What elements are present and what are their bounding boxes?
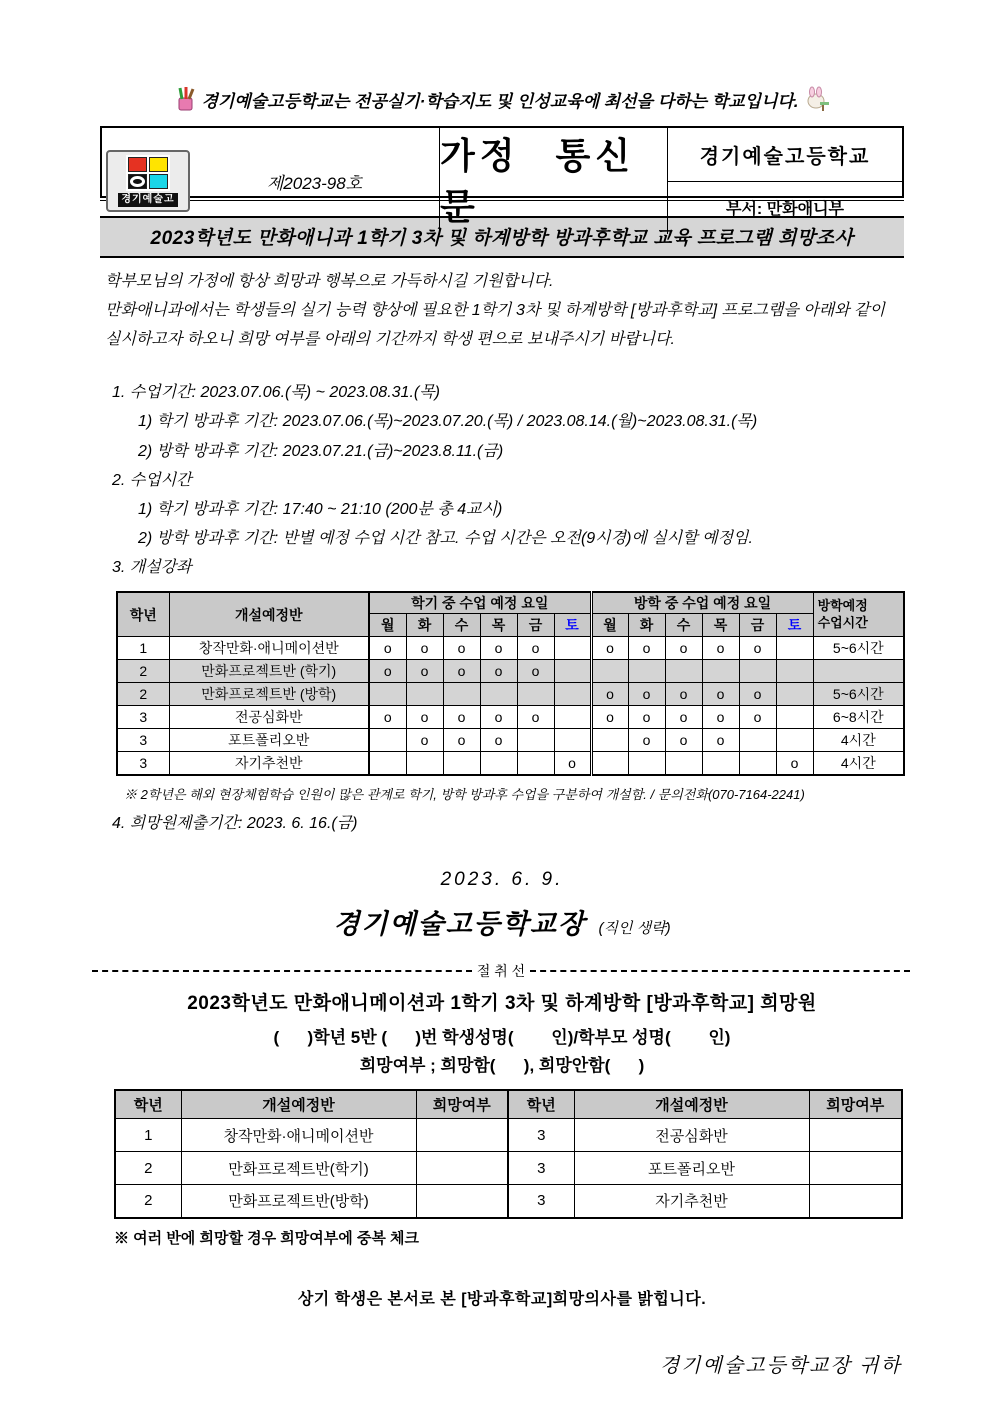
day-mark-cell [443,752,480,775]
course-row [117,637,904,660]
application-table [114,1089,903,1219]
day-mark-cell: o [702,683,739,706]
day-mark-cell [369,752,406,775]
logo-square-cyan [149,174,168,189]
course-row [117,752,904,775]
class-name-cell: 포트폴리오반 [574,1152,809,1185]
day-mark-cell [554,683,591,706]
day-header: 금 [517,614,554,637]
class-name-cell: 포트폴리오반 [169,729,369,752]
day-mark-cell: o [591,683,628,706]
day-mark-cell: o [665,637,702,660]
day-mark-cell [665,660,702,683]
day-mark-cell [591,660,628,683]
vacation-days-group-header: 방학 중 수업 예정 요일 [591,592,813,614]
day-mark-cell: o [665,706,702,729]
application-title: 2023학년도 만화애니메이션과 1학기 3차 및 하계방학 [방과후학교] 희망원 [187,992,817,1014]
app-header-cell: 희망여부 [416,1090,508,1119]
day-header: 화 [406,614,443,637]
day-mark-cell: o [665,683,702,706]
day-header: 목 [702,614,739,637]
info-list [100,378,904,582]
day-mark-cell: o [480,637,517,660]
day-mark-cell [776,729,813,752]
day-mark-cell [480,683,517,706]
day-mark-cell: o [443,706,480,729]
day-header: 수 [665,614,702,637]
header-left-cell [102,128,440,234]
class-name-cell: 자기추천반 [574,1185,809,1218]
principal-signature-line [100,902,904,941]
day-mark-cell [702,752,739,775]
choice-cell [809,1185,902,1218]
grade2-footnote: ※ 2학년은 해외 현장체험학습 인원이 많은 관계로 학기, 방학 방과후 수업을 구분하여 개설함. / 문의전화(070-7164-2241) [124,786,805,802]
grade-cell: 2 [115,1152,181,1185]
day-mark-cell: o [702,706,739,729]
choice-cell [809,1119,902,1152]
time-cell: 5~6시간 [813,683,904,706]
day-mark-cell [406,683,443,706]
choice-cell [416,1119,508,1152]
grade-cell: 1 [117,637,169,660]
day-mark-cell: o [406,706,443,729]
class-name-cell: 창작만화·애니메이션반 [169,637,369,660]
day-mark-cell: o [406,637,443,660]
notice-list-item: 3. 개설강좌 [112,558,192,576]
grade-cell: 3 [117,729,169,752]
app-row [115,1119,902,1152]
day-mark-cell: o [739,706,776,729]
principal-name: 경기예술고등학교장 [333,908,587,939]
school-logo [106,150,190,212]
day-mark-cell: o [480,706,517,729]
submission-deadline: 4. 희망원제출기간: 2023. 6. 16.(금) [112,814,358,832]
day-header: 토 [776,614,813,637]
notice-list-item: 1. 수업기간: 2023.07.06.(목) ~ 2023.08.31.(목) [112,384,441,402]
day-mark-cell [739,660,776,683]
grade-column-header: 학년 [117,592,169,637]
seal-omitted-note: (직인 생략) [598,919,671,937]
day-mark-cell: o [665,729,702,752]
grade-cell: 3 [508,1119,574,1152]
class-name-cell: 만화프로젝트반 (학기) [169,660,369,683]
logo-square-circle [128,174,147,189]
day-mark-cell [628,660,665,683]
grade-cell: 2 [117,660,169,683]
time-cell: 4시간 [813,729,904,752]
day-mark-cell: o [369,706,406,729]
day-mark-cell [554,637,591,660]
grade-cell: 2 [117,683,169,706]
day-mark-cell [776,683,813,706]
day-mark-cell: o [628,637,665,660]
day-mark-cell: o [739,637,776,660]
time-cell: 5~6시간 [813,637,904,660]
course-row [117,706,904,729]
day-mark-cell [554,729,591,752]
day-mark-cell: o [517,706,554,729]
day-mark-cell: o [591,637,628,660]
department-label: 부서: 만화애니부 [726,201,844,219]
day-mark-cell [665,752,702,775]
choice-cell [416,1152,508,1185]
day-mark-cell: o [406,660,443,683]
day-mark-cell [776,706,813,729]
time-cell [813,660,904,683]
logo-grid [126,155,170,191]
day-mark-cell: o [591,706,628,729]
vacation-time-column-header [813,592,904,637]
day-mark-cell: o [443,660,480,683]
class-name-cell: 자기추천반 [169,752,369,775]
choice-cell [809,1152,902,1185]
notice-list-item: 1) 학기 방과후 기간: 17:40 ~ 21:10 (200분 총 4교시) [138,500,503,518]
grade-cell: 3 [117,706,169,729]
day-mark-cell [517,729,554,752]
day-mark-cell: o [702,729,739,752]
day-mark-cell: o [628,683,665,706]
vacation-time-header-line2: 수업시간 [817,614,868,630]
class-column-header: 개설예정반 [169,592,369,637]
day-mark-cell: o [369,637,406,660]
semester-days-group-header: 학기 중 수업 예정 요일 [369,592,591,614]
logo-ring [130,176,145,187]
app-row [115,1152,902,1185]
application-student-line: ( )학년 5반 ( )번 학생성명( 인)/학부모 성명( 인) [273,1027,731,1047]
logo-square-red [128,157,147,172]
course-table [116,591,905,776]
day-mark-cell [517,752,554,775]
day-mark-cell [369,683,406,706]
cut-line-label: 절 취 선 [476,962,526,979]
day-mark-cell [369,729,406,752]
issue-date: 2023. 6. 9. [440,868,564,890]
class-name-cell: 전공심화반 [169,706,369,729]
day-mark-cell: o [776,752,813,775]
day-mark-cell [739,729,776,752]
day-mark-cell: o [628,706,665,729]
day-mark-cell [480,752,517,775]
day-mark-cell: o [554,752,591,775]
school-name: 경기예술고등학교 [668,128,902,182]
course-row [117,683,904,706]
app-table-head-row [115,1090,902,1119]
day-mark-cell [628,752,665,775]
notice-list-item: 2) 방학 방과후 기간: 반별 예정 수업 시간 참고. 수업 시간은 오전(9시경)에 실시할 예정임. [138,529,753,547]
intro-paragraph: 만화애니과에서는 학생들의 실기 능력 향상에 필요한 1학기 3차 및 하계방학 [방과후학교] 프로그램을 아래와 같이 실시하고자 하오니 희망 여부를 아래의 기간까지 학생 편으로 보내주시기 바랍니다. [105,302,885,349]
class-name-cell: 만화프로젝트반 (방학) [169,683,369,706]
day-mark-cell [517,683,554,706]
day-mark-cell: o [628,729,665,752]
course-row [117,660,904,683]
grade-cell: 3 [117,752,169,775]
slogan-banner [100,86,904,112]
day-header: 목 [480,614,517,637]
application-choice-line: 희망여부 ; 희망함( ), 희망안함( ) [359,1055,645,1075]
day-header: 토 [554,614,591,637]
day-mark-cell: o [480,729,517,752]
grade-cell: 3 [508,1152,574,1185]
day-mark-cell: o [739,683,776,706]
time-cell: 6~8시간 [813,706,904,729]
day-header: 금 [739,614,776,637]
day-mark-cell [591,752,628,775]
pencil-cup-icon [174,86,196,112]
logo-square-yellow [149,157,168,172]
day-mark-cell: o [480,660,517,683]
class-name-cell: 만화프로젝트반(방학) [181,1185,416,1218]
logo-label: 경기예술고 [118,193,177,207]
class-name-cell: 전공심화반 [574,1119,809,1152]
cut-line-dashes-left [92,970,472,972]
app-header-cell: 학년 [115,1090,181,1119]
time-cell: 4시간 [813,752,904,775]
day-header: 월 [369,614,406,637]
document-number: 제2023-98호 [266,173,363,193]
day-mark-cell: o [517,637,554,660]
notice-list-item: 2) 방학 방과후 기간: 2023.07.21.(금)~2023.8.11.(금) [138,442,504,460]
header-right-cell [668,128,902,234]
day-mark-cell [591,729,628,752]
document-title: 가정 통신문 [440,128,668,234]
grade-cell: 3 [508,1185,574,1218]
app-table-body [115,1119,902,1218]
day-mark-cell [776,637,813,660]
document-header [100,126,904,227]
day-mark-cell [554,660,591,683]
day-header: 수 [443,614,480,637]
app-row [115,1185,902,1218]
cut-line [92,961,910,981]
day-mark-cell: o [517,660,554,683]
app-header-cell: 개설예정반 [181,1090,416,1119]
app-header-cell: 희망여부 [809,1090,902,1119]
grade-cell: 1 [115,1119,181,1152]
day-mark-cell: o [702,637,739,660]
slogan-text: 경기예술고등학교는 전공실기·학습지도 및 인성교육에 최선을 다하는 학교입니다. [201,91,799,111]
course-header-row [117,592,904,614]
declaration-statement: 상기 학생은 본서로 본 [방과후학교]희망의사를 밝힙니다. [297,1290,707,1308]
course-row [117,729,904,752]
day-header: 화 [628,614,665,637]
day-mark-cell: o [406,729,443,752]
greeting-paragraph: 학부모님의 가정에 항상 희망과 행복으로 가득하시길 기원합니다. [105,273,554,290]
app-header-cell: 학년 [508,1090,574,1119]
day-mark-cell [702,660,739,683]
day-mark-cell [406,752,443,775]
day-mark-cell [554,706,591,729]
vacation-time-header-line1: 방학예정 [817,598,868,614]
class-name-cell: 창작만화·애니메이션반 [181,1119,416,1152]
cut-line-dashes-right [530,970,910,972]
notice-list-item: 2. 수업시간 [112,471,192,489]
day-mark-cell: o [443,637,480,660]
mascot-icon [804,86,830,112]
grade-cell: 2 [115,1185,181,1218]
day-mark-cell [739,752,776,775]
day-header: 월 [591,614,628,637]
day-mark-cell [776,660,813,683]
notice-title-banner: 2023학년도 만화애니과 1학기 3차 및 하계방학 방과후학교 교육 프로그램 희망조사 [100,216,904,258]
app-header-cell: 개설예정반 [574,1090,809,1119]
class-name-cell: 만화프로젝트반(학기) [181,1152,416,1185]
choice-cell [416,1185,508,1218]
notice-list-item: 1) 학기 방과후 기간: 2023.07.06.(목)~2023.07.20.(목) / 2023.08.14.(월)~2023.08.31.(목) [138,413,758,431]
recipient-line: 경기예술고등학교장 귀하 [659,1354,902,1377]
day-mark-cell: o [369,660,406,683]
course-table-body [117,637,904,775]
day-mark-cell: o [443,729,480,752]
day-mark-cell [443,683,480,706]
application-note: ※ 여러 반에 희망할 경우 희망여부에 중복 체크 [114,1229,419,1247]
